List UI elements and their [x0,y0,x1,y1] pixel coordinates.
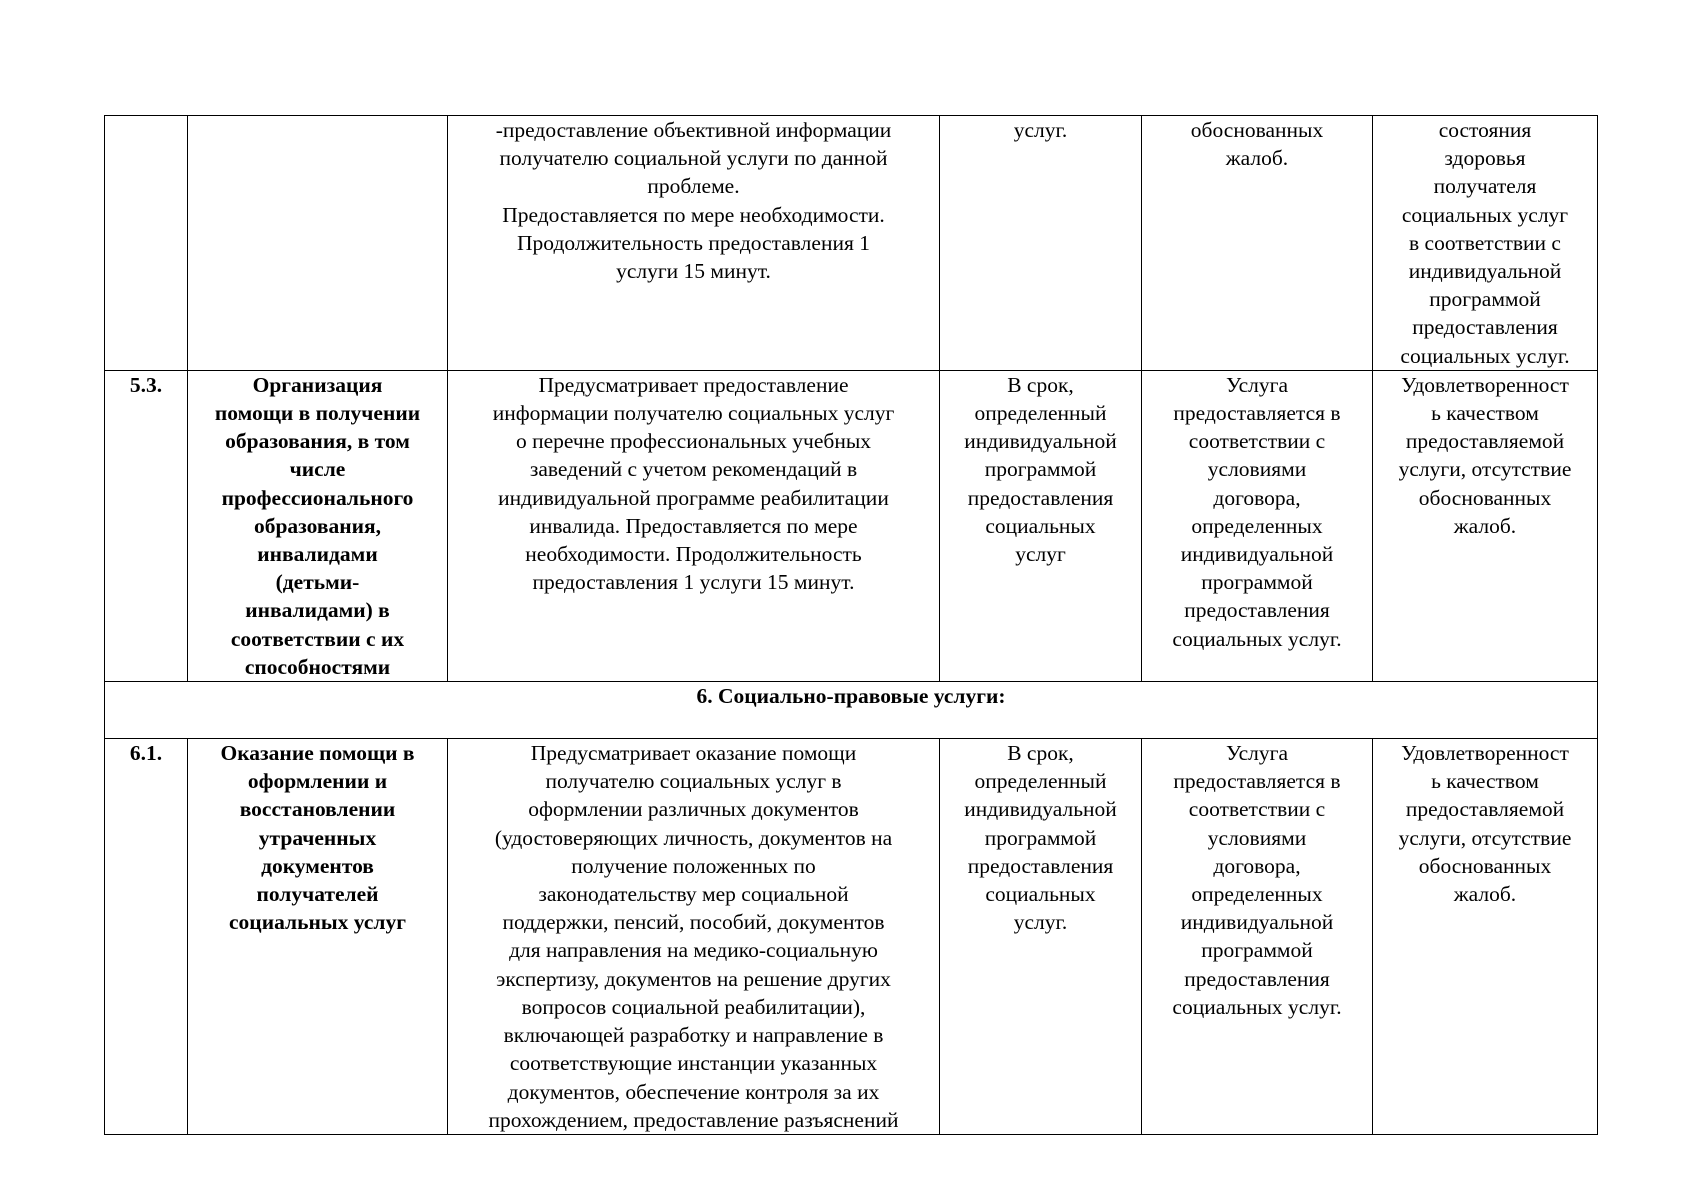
text-line: социальных услуг. [1172,994,1342,1019]
text-line: помощи в получении [214,401,421,426]
number-cell [105,116,188,371]
services-table [104,115,1598,1135]
text-line: вопросов социальной реабилитации), [521,994,866,1019]
text-line: предоставления [967,853,1114,878]
text-line: -предоставление объективной информации [495,118,892,142]
text-line: индивидуальной программе реабилитации [498,485,889,510]
text-line: (детьми- [275,570,360,595]
text-line: законодательству мер социальной [538,882,849,907]
conditions-cell [1142,370,1373,681]
text-line: Предусматривает предоставление [538,372,849,397]
text-line: предоставления [967,485,1114,510]
text-line: оформлении различных документов [528,797,859,822]
table-row-5-3 [105,370,1598,681]
timing-cell [940,739,1142,1135]
description-cell [448,116,940,371]
text-line: социальных услуг. [1172,626,1342,651]
text-line: образования, в том [225,429,410,454]
text-line: Оказание помощи в [220,741,415,766]
text-line: информации получателю социальных услуг [492,401,895,426]
text-line: обоснованных [1418,853,1552,878]
text-line: определенных [1191,513,1323,538]
text-line: проблеме. [647,174,740,199]
text-line: обоснованных [1190,118,1324,142]
text-line: услуги, отсутствие [1398,457,1572,482]
text-line: предоставления [1184,598,1330,623]
text-line: утраченных [258,825,377,850]
text-line: жалоб. [1453,513,1517,538]
timing-cell [940,116,1142,371]
section-heading-row [105,682,1598,739]
text-line: индивидуальной [1180,542,1334,567]
text-line: получателю социальных услуг в [545,769,842,794]
text-line: оформлении и [247,769,388,794]
text-line: жалоб. [1225,146,1289,171]
text-line: инвалидами [257,542,378,567]
text-line: индивидуальной [964,797,1117,822]
text-line: определенный [974,401,1107,426]
text-line: для направления на медико-социальную [509,938,878,963]
row-number: 6.1. [105,739,188,1135]
text-line: в соответствии с [1409,230,1561,255]
text-line: условиями [1207,825,1307,850]
text-line: В срок, [1007,372,1074,397]
text-line: заведений с учетом рекомендаций в [529,457,858,482]
text-line: предоставляется в [1173,769,1341,794]
text-line: программой [984,457,1097,482]
text-line: соответствии с их [230,626,405,651]
service-title [188,739,448,1135]
text-line: договора, [1213,485,1301,510]
text-line: соответствии с [1188,429,1326,454]
text-line: получение положенных по [571,853,816,878]
text-line: документов [261,853,374,878]
text-line: предоставляемой [1405,429,1565,454]
text-line: ь качеством [1431,401,1539,426]
text-line: о перечне профессиональных учебных [515,429,872,454]
text-line: социальных [985,513,1096,538]
text-line: программой [1201,570,1313,595]
text-line: образования, [253,513,382,538]
text-line: экспертизу, документов на решение других [496,966,891,991]
text-line: включающей разработку и направление в [503,1023,884,1048]
text-line: необходимости. Продолжительность [525,542,862,567]
service-title [188,370,448,681]
table-row-continuation [105,116,1598,371]
quality-cell [1373,370,1598,681]
title-cell [188,116,448,371]
text-line: документов, обеспечение контроля за их [507,1079,880,1104]
text-line: прохождением, предоставление разъяснений [488,1107,899,1132]
section-heading: 6. Социально-правовые услуги: [105,682,1598,739]
text-line: ь качеством [1431,769,1539,794]
text-line: определенных [1191,882,1323,907]
text-line: услуги, отсутствие [1398,825,1572,850]
conditions-cell [1142,739,1373,1135]
text-line: получателю социальной услуги по данной [499,146,888,171]
text-line: индивидуальной [1180,910,1334,935]
text-line: Предоставляется по мере необходимости. [502,202,885,227]
text-line: Продолжительность предоставления 1 [517,230,870,255]
text-line: жалоб. [1453,882,1517,907]
text-line: В срок, [1007,741,1074,766]
description-cell [448,370,940,681]
text-line: услуг [1015,542,1066,567]
text-line: социальных услуг. [1400,343,1570,368]
description-cell [448,739,940,1135]
text-line: инвалида. Предоставляется по мере [529,513,858,538]
text-line: индивидуальной [1408,259,1562,284]
text-line: договора, [1213,853,1301,878]
text-line: социальных услуг [229,910,406,935]
text-line: состояния [1438,118,1532,142]
text-line: социальных [985,882,1096,907]
text-line: предоставления [1184,966,1330,991]
text-line: услуг. [1013,118,1068,142]
text-line: получателей [256,882,379,907]
text-line: обоснованных [1418,485,1552,510]
text-line: Организация [252,372,383,397]
text-line: числе [289,457,346,482]
text-line: услуги 15 минут. [616,259,771,284]
text-line: получателя [1433,174,1537,199]
text-line: Предусматривает оказание помощи [530,741,857,766]
text-line: (удостоверяющих личность, документов на [494,825,893,850]
text-line: способностями [244,654,391,679]
text-line: инвалидами) в [245,598,390,623]
text-line: предоставляемой [1405,797,1565,822]
text-line: условиями [1207,457,1307,482]
row-number: 5.3. [105,370,188,681]
text-line: социальных услуг [1401,202,1569,227]
text-line: Услуга [1225,741,1289,766]
text-line: соответствии с [1188,797,1326,822]
text-line: Удовлетворенност [1401,741,1569,766]
text-line: предоставляется в [1173,401,1341,426]
text-line: поддержки, пенсий, пособий, документов [502,910,885,935]
text-line: программой [1429,287,1541,312]
text-line: программой [984,825,1097,850]
text-line: соответствующие инстанции указанных [509,1051,878,1076]
timing-cell [940,370,1142,681]
text-line: определенный [974,769,1107,794]
table-row-6-1 [105,739,1598,1135]
text-line: Услуга [1225,372,1289,397]
text-line: Удовлетворенност [1401,372,1569,397]
text-line: предоставления 1 услуги 15 минут. [532,570,855,595]
quality-cell [1373,739,1598,1135]
text-line: предоставления [1412,315,1558,340]
quality-cell [1373,116,1598,371]
conditions-cell [1142,116,1373,371]
text-line: восстановлении [239,797,396,822]
text-line: индивидуальной [964,429,1117,454]
text-line: услуг. [1013,910,1068,935]
text-line: программой [1201,938,1313,963]
text-line: профессионального [221,485,414,510]
text-line: здоровья [1444,146,1526,171]
